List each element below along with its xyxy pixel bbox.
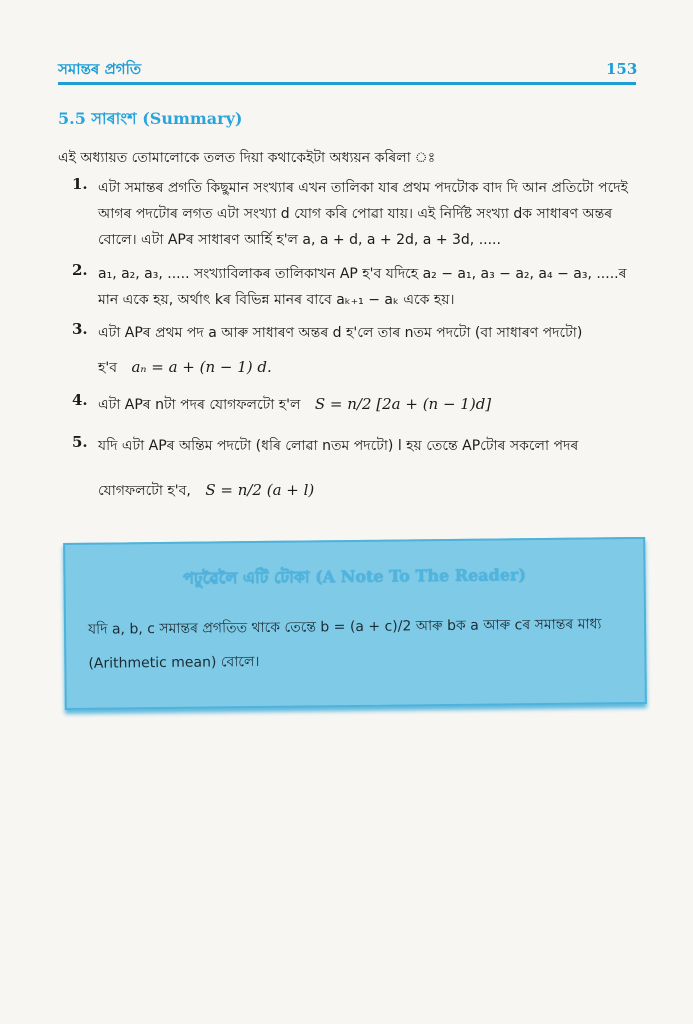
note-text: যদি a, b, c সমান্তৰ প্ৰগতিত থাকে তেন্তে b = (a + c)/2 আৰু bক a আৰু cৰ সমান্তৰ মাধ্য (Arithmetic mean) বোলে। <box>87 616 602 672</box>
item-text: এটা সমান্তৰ প্ৰগতি কিছুমান সংখ্যাৰ এখন তালিকা যাৰ প্ৰথম পদটোক বাদ দি আন প্ৰতিটো পদেই আগৰ পদটোৰ লগত এটা সংখ্যা d যোগ কৰি পোৱা যায়। এই নিৰ্দিষ্ট সংখ্যা dক সাধাৰণ অন্তৰ বোলে। এটা APৰ সাধাৰণ আৰ্হি হ'ল a, a + d, a + 2d, a + 3d, ..... <box>98 180 628 248</box>
nth-term-formula: aₙ = a + (n − 1) d. <box>131 358 272 376</box>
item-text: a₁, a₂, a₃, ..... সংখ্যাবিলাকৰ তালিকাখন AP হ'ব যদিহে a₂ − a₁, a₃ − a₂, a₄ − a₃, .....ৰ মান একে হয়, অৰ্থাৎ kৰ বিভিন্ন মানৰ বাবে aₖ₊₁ − aₖ একে হয়। <box>98 266 627 308</box>
formula-lead: হ'ব <box>98 360 117 376</box>
item-text: এটা APৰ nটা পদৰ যোগফলটো হ'ল <box>98 397 301 413</box>
item-number: 5. <box>72 433 88 451</box>
item-body <box>98 320 646 381</box>
item-number: 1. <box>72 175 88 193</box>
note-title: পঢ়ুৱৈলৈ এটি টোকা (A Note To The Reader) <box>182 565 527 588</box>
item-body <box>98 433 646 504</box>
sum-last-term-formula: S = n/2 (a + l) <box>205 481 315 499</box>
sum-formula: S = n/2 [2a + (n − 1)d] <box>314 395 492 413</box>
header-rule <box>58 82 636 85</box>
formula-line <box>98 354 646 381</box>
running-title: সমান্তৰ প্ৰগতি <box>58 60 142 78</box>
page-number: 153 <box>606 60 638 78</box>
section-heading: 5.5 সাৰাংশ (Summary) <box>58 109 243 128</box>
section-intro: এই অধ্যায়ত তোমালোকে তলত দিয়া কথাকেইটা অধ্যয়ন কৰিলা ঃ <box>58 150 436 166</box>
formula-line <box>98 477 646 504</box>
item-text: এটা APৰ প্ৰথম পদ a আৰু সাধাৰণ অন্তৰ d হ'লে তাৰ nতম পদটো (বা সাধাৰণ পদটো) <box>98 325 583 341</box>
item-number: 4. <box>72 391 88 409</box>
item-body <box>98 391 646 418</box>
formula-lead: যোগফলটো হ'ব, <box>98 483 191 499</box>
item-number: 2. <box>72 261 88 279</box>
note-box <box>63 537 647 710</box>
item-number: 3. <box>72 320 88 338</box>
item-text: যদি এটা APৰ অন্তিম পদটো (ধৰি লোৱা nতম পদটো) l হয় তেন্তে APটোৰ সকলো পদৰ <box>98 438 579 454</box>
